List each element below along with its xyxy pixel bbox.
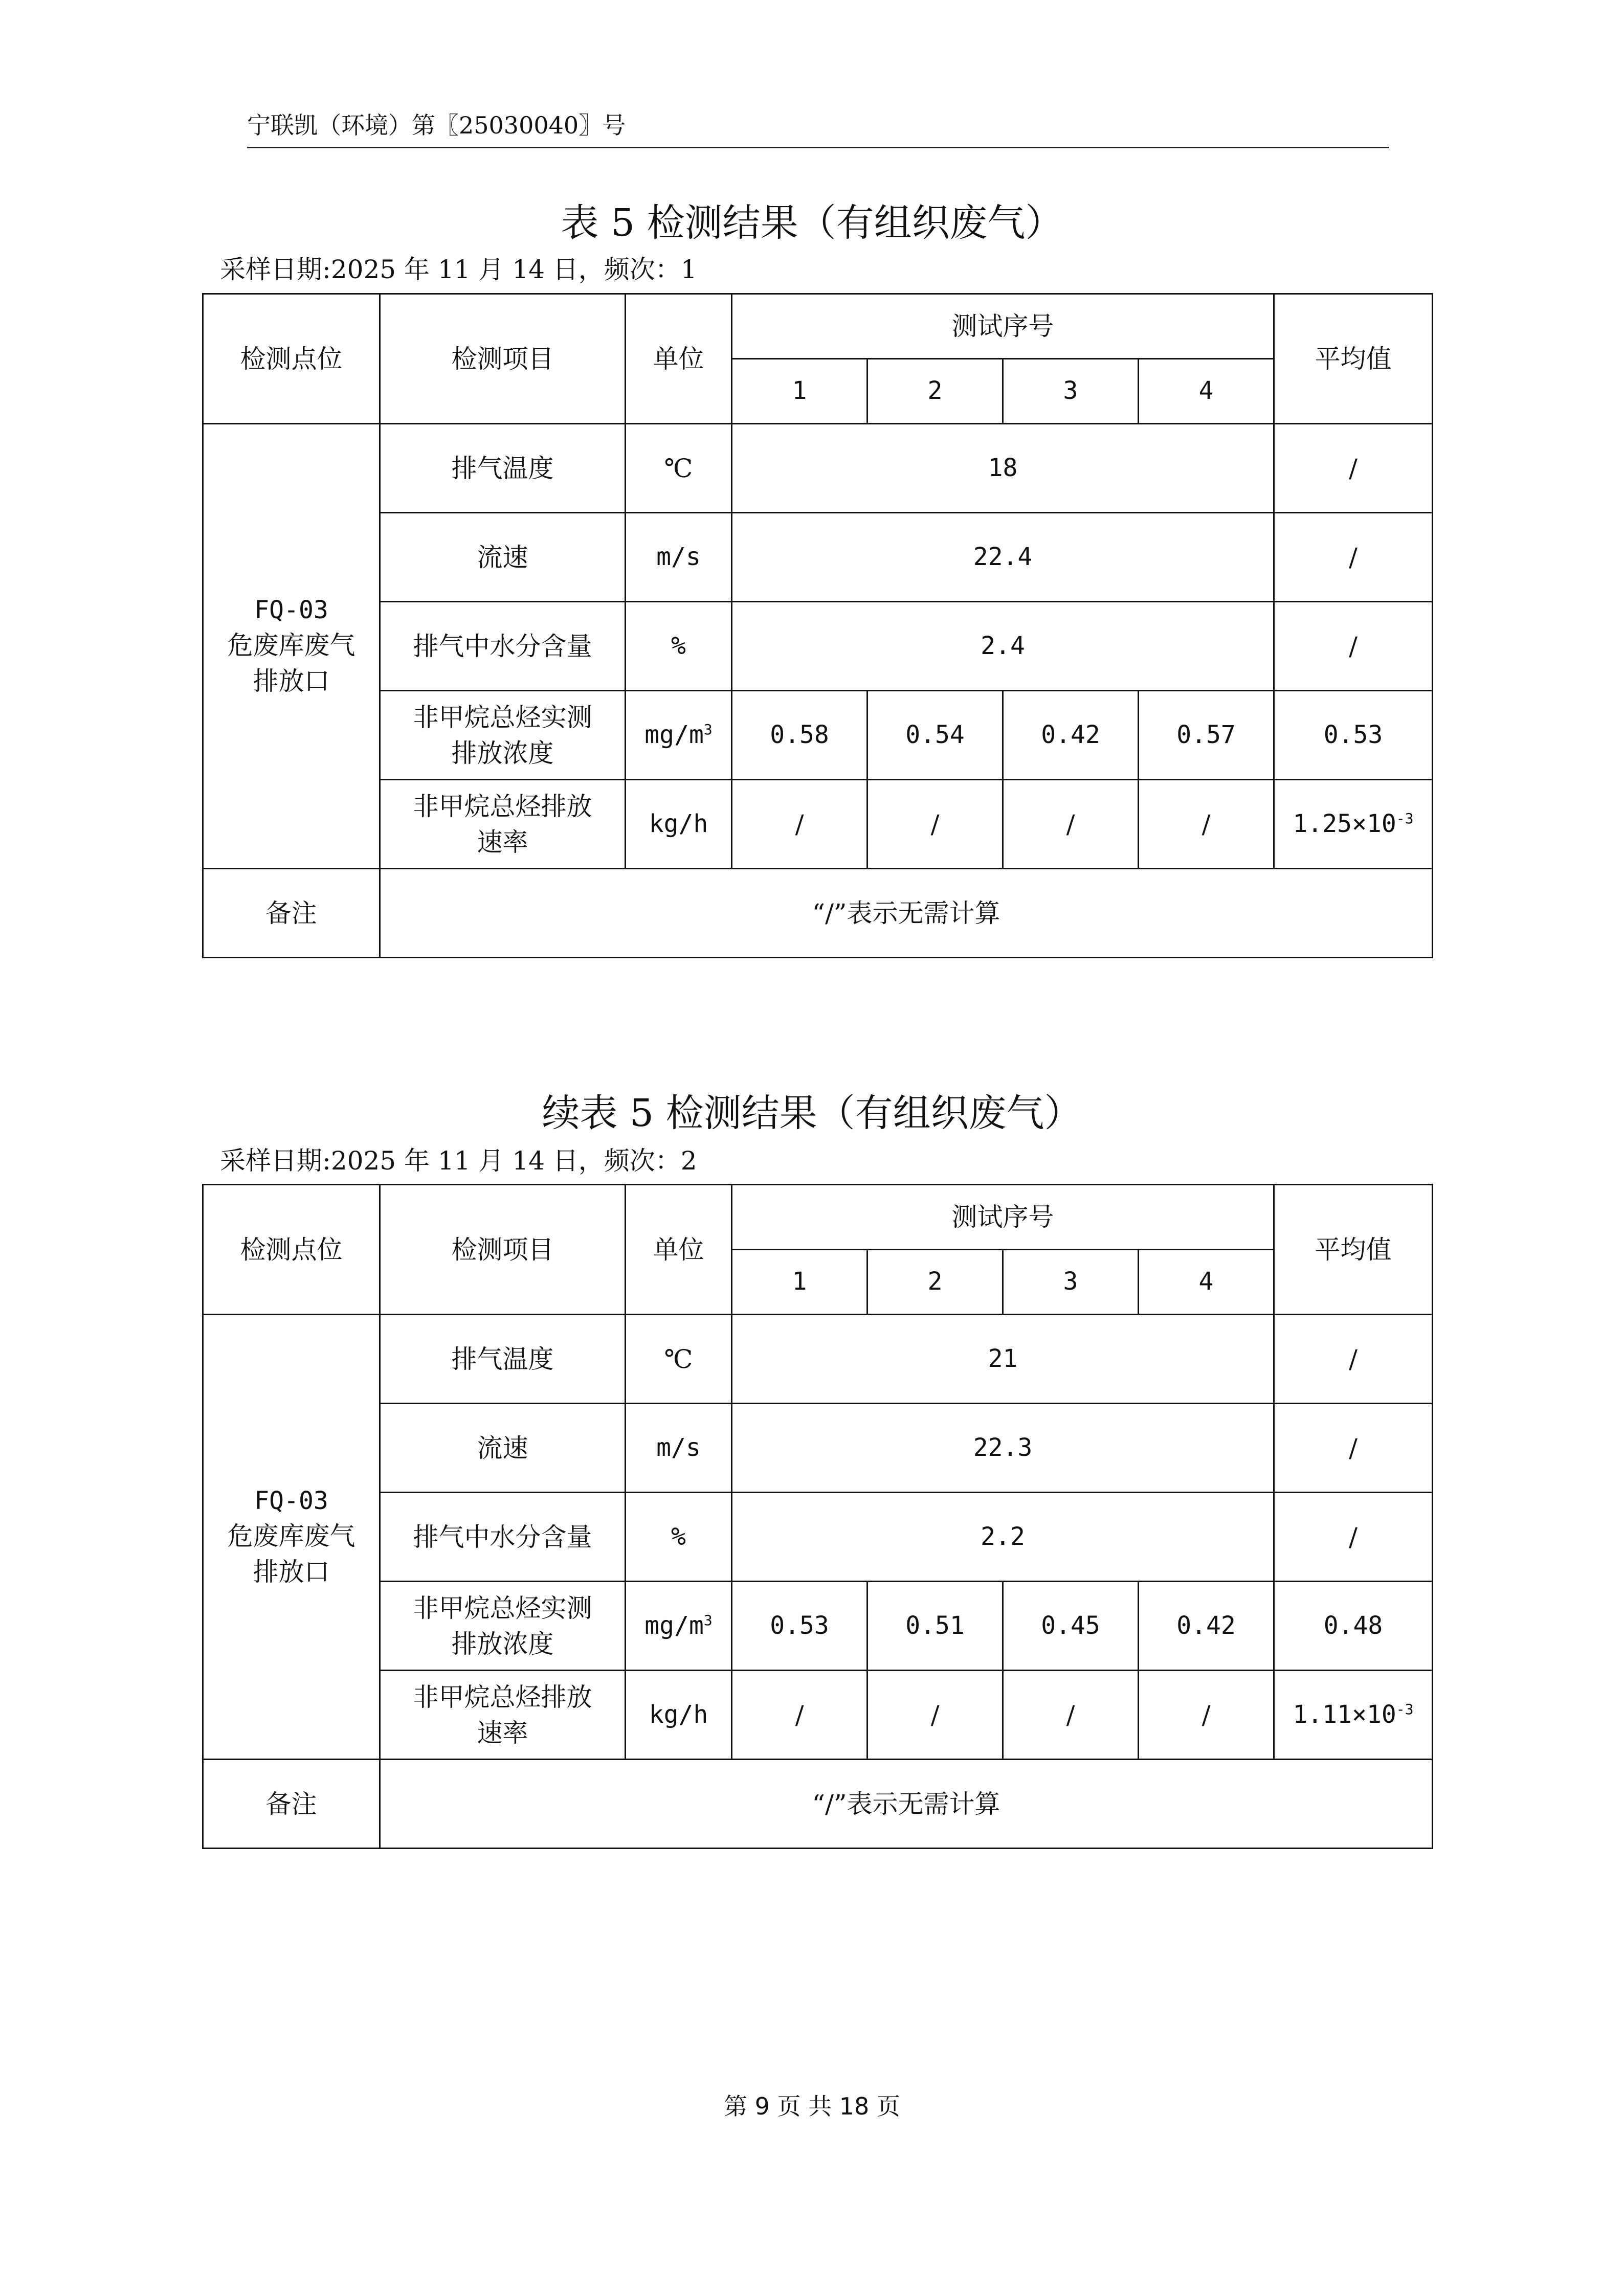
- avg-flow-velocity: /: [1274, 513, 1433, 602]
- value-nmhc-rate-3: /: [1003, 780, 1139, 869]
- header-test-no: 测试序号: [732, 1185, 1274, 1250]
- header-test-4: 4: [1139, 359, 1274, 424]
- avg-rate-exponent: -3: [1396, 809, 1414, 827]
- value-nmhc-conc-1: 0.53: [732, 1582, 867, 1671]
- item-nmhc-concentration-line2: 排放浓度: [451, 738, 554, 768]
- item-nmhc-concentration: [380, 691, 626, 780]
- header-unit: 单位: [626, 294, 732, 424]
- unit-moisture: %: [626, 602, 732, 691]
- item-nmhc-rate-line1: 非甲烷总烃排放: [413, 1682, 592, 1712]
- value-nmhc-rate-2: /: [867, 1671, 1003, 1760]
- avg-exhaust-temp: /: [1274, 424, 1433, 513]
- table-2-sample-info: 采样日期:2025 年 11 月 14 日，频次：2: [220, 1146, 697, 1176]
- value-flow-velocity: 22.3: [732, 1404, 1274, 1493]
- item-nmhc-concentration-line1: 非甲烷总烃实测: [413, 702, 592, 732]
- table-1-sample-info: 采样日期:2025 年 11 月 14 日，频次：1: [220, 255, 697, 284]
- avg-moisture: /: [1274, 602, 1433, 691]
- item-moisture: 排气中水分含量: [380, 602, 626, 691]
- remark-text: “/”表示无需计算: [380, 1760, 1433, 1849]
- point-name-line2: 危废库废气: [227, 1521, 355, 1551]
- value-moisture: 2.4: [732, 602, 1274, 691]
- point-code: FQ-03: [254, 1486, 328, 1515]
- header-test-4: 4: [1139, 1250, 1274, 1315]
- header-test-1: 1: [732, 359, 867, 424]
- value-nmhc-rate-1: /: [732, 780, 867, 869]
- value-nmhc-conc-3: 0.45: [1003, 1582, 1139, 1671]
- value-nmhc-conc-1: 0.58: [732, 691, 867, 780]
- avg-rate-exponent: -3: [1396, 1700, 1414, 1718]
- unit-nmhc-concentration: [626, 1582, 732, 1671]
- value-nmhc-rate-4: /: [1139, 780, 1274, 869]
- unit-nmhc-rate: kg/h: [626, 1671, 732, 1760]
- page-number-footer: 第 9 页 共 18 页: [724, 2092, 900, 2120]
- item-nmhc-concentration: [380, 1582, 626, 1671]
- header-divider: [247, 147, 1389, 148]
- value-nmhc-conc-2: 0.51: [867, 1582, 1003, 1671]
- value-exhaust-temp: 21: [732, 1315, 1274, 1404]
- item-nmhc-rate: [380, 1671, 626, 1760]
- unit-exhaust-temp: ℃: [626, 424, 732, 513]
- avg-moisture: /: [1274, 1493, 1433, 1582]
- item-flow-velocity: 流速: [380, 513, 626, 602]
- remark-text: “/”表示无需计算: [380, 869, 1433, 958]
- item-nmhc-concentration-line1: 非甲烷总烃实测: [413, 1593, 592, 1623]
- unit-exhaust-temp: ℃: [626, 1315, 732, 1404]
- header-point: 检测点位: [203, 294, 380, 424]
- value-nmhc-conc-2: 0.54: [867, 691, 1003, 780]
- item-exhaust-temp: 排气温度: [380, 1315, 626, 1404]
- avg-exhaust-temp: /: [1274, 1315, 1433, 1404]
- table-1-title: 表 5 检测结果（有组织废气）: [561, 201, 1063, 245]
- avg-flow-velocity: /: [1274, 1404, 1433, 1493]
- header-average: 平均值: [1274, 294, 1433, 424]
- header-test-2: 2: [867, 1250, 1003, 1315]
- point-name-line3: 排放口: [253, 1557, 330, 1587]
- value-moisture: 2.2: [732, 1493, 1274, 1582]
- item-exhaust-temp: 排气温度: [380, 424, 626, 513]
- item-nmhc-rate: [380, 780, 626, 869]
- value-nmhc-rate-3: /: [1003, 1671, 1139, 1760]
- header-unit: 单位: [626, 1185, 732, 1315]
- point-name-line3: 排放口: [253, 666, 330, 696]
- avg-nmhc-rate: [1274, 780, 1433, 869]
- avg-rate-base: 1.25×10: [1293, 809, 1396, 838]
- item-nmhc-rate-line2: 速率: [477, 1718, 528, 1748]
- item-nmhc-rate-line1: 非甲烷总烃排放: [413, 791, 592, 821]
- remark-label: 备注: [203, 1760, 380, 1849]
- avg-nmhc-concentration: 0.48: [1274, 1582, 1433, 1671]
- value-nmhc-conc-4: 0.42: [1139, 1582, 1274, 1671]
- header-item: 检测项目: [380, 1185, 626, 1315]
- header-average: 平均值: [1274, 1185, 1433, 1315]
- remark-label: 备注: [203, 869, 380, 958]
- unit-base: mg/m: [644, 720, 704, 749]
- header-test-no: 测试序号: [732, 294, 1274, 359]
- unit-nmhc-concentration: [626, 691, 732, 780]
- value-flow-velocity: 22.4: [732, 513, 1274, 602]
- header-test-2: 2: [867, 359, 1003, 424]
- avg-rate-base: 1.11×10: [1293, 1700, 1396, 1729]
- value-exhaust-temp: 18: [732, 424, 1274, 513]
- unit-moisture: %: [626, 1493, 732, 1582]
- report-number-header: 宁联凯（环境）第〖25030040〗号: [247, 111, 626, 139]
- avg-nmhc-concentration: 0.53: [1274, 691, 1433, 780]
- value-nmhc-rate-1: /: [732, 1671, 867, 1760]
- value-nmhc-conc-3: 0.42: [1003, 691, 1139, 780]
- item-nmhc-rate-line2: 速率: [477, 827, 528, 857]
- item-moisture: 排气中水分含量: [380, 1493, 626, 1582]
- header-test-3: 3: [1003, 1250, 1139, 1315]
- value-nmhc-rate-2: /: [867, 780, 1003, 869]
- avg-nmhc-rate: [1274, 1671, 1433, 1760]
- unit-superscript: 3: [703, 721, 713, 738]
- unit-nmhc-rate: kg/h: [626, 780, 732, 869]
- header-point: 检测点位: [203, 1185, 380, 1315]
- header-test-1: 1: [732, 1250, 867, 1315]
- unit-flow-velocity: m/s: [626, 1404, 732, 1493]
- item-flow-velocity: 流速: [380, 1404, 626, 1493]
- point-name-cell: [203, 1315, 380, 1760]
- item-nmhc-concentration-line2: 排放浓度: [451, 1629, 554, 1659]
- unit-base: mg/m: [644, 1611, 704, 1640]
- point-code: FQ-03: [254, 595, 328, 624]
- point-name-cell: [203, 424, 380, 869]
- point-name-line2: 危废库废气: [227, 631, 355, 661]
- value-nmhc-conc-4: 0.57: [1139, 691, 1274, 780]
- table-2-title: 续表 5 检测结果（有组织废气）: [542, 1091, 1082, 1135]
- header-item: 检测项目: [380, 294, 626, 424]
- table-1-results: [202, 293, 1433, 958]
- value-nmhc-rate-4: /: [1139, 1671, 1274, 1760]
- table-2-results: [202, 1184, 1433, 1849]
- unit-superscript: 3: [703, 1611, 713, 1629]
- header-test-3: 3: [1003, 359, 1139, 424]
- unit-flow-velocity: m/s: [626, 513, 732, 602]
